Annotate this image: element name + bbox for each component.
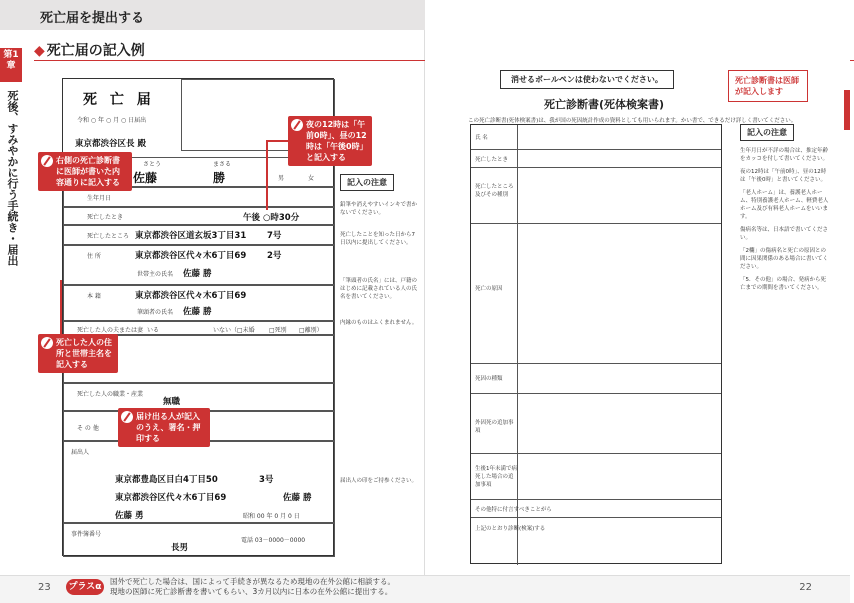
callout-right-side — [38, 152, 132, 191]
right-note-4: 「2欄」の傷病名と死亡の原因との間に因果関係のある場合に書いてください。 — [740, 248, 829, 270]
informant-head: 佐藤 勝 — [283, 493, 312, 503]
form-office: 東京都渋谷区長 殿 — [75, 139, 146, 149]
pen-icon — [41, 155, 53, 167]
ballpen-warning: 消せるボールペンは使わないでください。 — [500, 70, 674, 89]
right-notes — [740, 120, 830, 297]
name-first: 勝 — [213, 171, 226, 185]
case-no-label: 事件簿番号 — [71, 531, 102, 538]
cert-row — [471, 499, 721, 517]
cert-row-label: 外因死の追加事項 — [475, 420, 514, 434]
right-notes-head: 記入の注意 — [740, 124, 794, 141]
header-title: 死亡届を提出する — [40, 11, 145, 26]
chapter-side-title: 死後、すみやかに行う手続き・届出 — [6, 90, 19, 266]
callout-informant-text: 届け出る人が記入のうえ、署名・押印する — [136, 412, 201, 443]
spouse-opt-4: □離別） — [299, 327, 323, 334]
form-title: 死 亡 届 — [83, 92, 155, 108]
address-no: 2号 — [267, 251, 282, 261]
callout-right-side-text: 右側の死亡診断書に医師が書いた内容通りに記入する — [56, 156, 120, 187]
section-title — [34, 40, 145, 60]
cert-row-label: 死因の種類 — [475, 376, 503, 382]
birth-label: 生年月日 — [87, 195, 112, 202]
cert-row — [471, 149, 721, 167]
pen-icon — [291, 119, 303, 131]
cert-row — [471, 393, 721, 453]
side-tab — [844, 90, 850, 130]
death-label: 死亡したとき — [87, 214, 124, 221]
name-last: 佐藤 — [133, 171, 158, 185]
cert-row-label: 死亡したところ及びその種別 — [475, 184, 514, 198]
callout-householder-line — [60, 280, 62, 334]
left-note-2: 「筆頭者の氏名」には、戸籍のはじめに記載されている人の氏名を書いてください。 — [340, 278, 418, 300]
plus-alpha-badge: プラスα — [66, 579, 104, 595]
head-name: 佐藤 勝 — [183, 307, 212, 317]
death-certificate — [470, 124, 722, 564]
honseki: 東京都渋谷区代々木6丁目69 — [135, 291, 247, 301]
footer — [0, 575, 850, 603]
callout-time-line — [266, 140, 288, 142]
section-title-text: 死亡届の記入例 — [46, 43, 145, 59]
informant-honseki: 東京都渋谷区代々木6丁目69 — [115, 493, 227, 503]
cert-row — [471, 167, 721, 223]
occupation-label: 死亡した人の職業・産業 — [77, 391, 144, 398]
left-notes — [340, 170, 420, 485]
right-note-0: 生年月日が不詳の場合は、推定年齢をカッコを付して書いてください。 — [740, 148, 829, 162]
cert-row-label: 死亡の原因 — [475, 286, 503, 292]
spouse-opt-2: いない（□未婚 — [213, 327, 255, 334]
diamond-icon: ◆ — [34, 43, 45, 59]
cert-row-label: 上記のとおり診断(検案)する — [475, 526, 546, 532]
cert-row-label: その他特に付言すべきことがら — [475, 507, 552, 513]
honseki-label: 本 籍 — [87, 293, 101, 300]
cert-row — [471, 453, 721, 499]
furigana-last: さとう — [143, 161, 162, 168]
certificate-subtitle: この死亡診断書(死体検案書)は、我が国の死因統計作成の資料としても用いられます。かい書で、できるだけ詳しく書いてください。 — [468, 118, 797, 124]
pen-icon — [121, 411, 133, 423]
informant-address-no: 3号 — [259, 475, 274, 485]
death-place-no: 7号 — [267, 231, 282, 241]
cert-row-label: 氏 名 — [475, 135, 488, 141]
right-note-1: 夜の12時は「午前0時」、昼の12時は「午後0時」と書いてください。 — [740, 169, 827, 183]
informant-birth: 昭和 00 年 0 月 0 日 — [243, 513, 300, 520]
householder-label: 世帯主の氏名 — [137, 271, 174, 278]
left-note-4: 届出人の印をご持参ください。 — [340, 478, 418, 484]
footer-note — [110, 577, 395, 597]
death-place: 東京都渋谷区道玄坂3丁目31 — [135, 231, 247, 241]
callout-time-text: 夜の12時は「午前0時」、昼の12時は「午後0時」と記入する — [306, 120, 367, 162]
footer-line-2: 現地の医師に死亡診断書を書いてもらい、3カ月以内に日本の在外公館に提出する。 — [110, 587, 393, 596]
informant-label: 届出人 — [71, 449, 90, 456]
head-label: 筆頭者の氏名 — [137, 309, 174, 316]
furigana-first: まさる — [213, 161, 232, 168]
form-date-line: 令和 ○ 年 ○ 月 ○ 日届出 — [77, 117, 147, 124]
callout-householder-text: 死亡した人の住所と世帯主名を記入する — [56, 338, 112, 369]
callout-time-line-v — [266, 140, 268, 210]
left-note-1: 死亡したことを知った日から7日以内に提出してください。 — [340, 232, 416, 246]
spouse-opt-3: □死別 — [269, 327, 287, 334]
cert-row — [471, 363, 721, 393]
cert-row — [471, 517, 721, 565]
left-note-0: 鉛筆や消えやすいインキで書かないでください。 — [340, 202, 418, 216]
left-page — [0, 0, 425, 603]
left-note-3: 内縁のものはふくまれません。 — [340, 320, 418, 326]
footer-line-1: 国外で死亡した場合は、国によって手続きが異なるため現地の在外公館に相談する。 — [110, 577, 395, 586]
right-note-3: 傷病名等は、日本語で書いてください。 — [740, 227, 829, 241]
chapter-tab: 第1章 — [0, 48, 22, 82]
callout-householder — [38, 334, 118, 373]
right-note-2: 「老人ホーム」は、養護老人ホーム、特別養護老人ホーム、軽費老人ホーム及び有料老人ホームをいいます。 — [740, 190, 829, 220]
sex-female: 女 — [308, 175, 315, 182]
informant-sign: 佐藤 勇 — [115, 511, 144, 521]
page-number-left: 23 — [38, 582, 51, 593]
doctor-callout: 死亡診断書は医師が記入します — [728, 70, 808, 102]
cert-row-label: 生後1年未満で病死した場合の追加事項 — [475, 466, 517, 488]
address: 東京都渋谷区代々木6丁目69 — [135, 251, 247, 261]
place-label: 死亡したところ — [87, 233, 130, 240]
spouse-opt-0: いる — [147, 327, 160, 334]
sex-male: 男 — [278, 175, 285, 182]
cert-row — [471, 223, 721, 363]
phone: 電話 03－0000－0000 — [241, 537, 306, 544]
right-note-5: 「5．その他」の場合、発病から死亡までの期間を書いてください。 — [740, 277, 827, 291]
callout-time — [288, 116, 372, 166]
pen-icon — [41, 337, 53, 349]
death-time: 午後 ○時30分 — [243, 213, 300, 223]
occupation: 無職 — [163, 397, 181, 407]
householder: 佐藤 勝 — [183, 269, 212, 279]
page-number-right: 22 — [799, 582, 812, 593]
informant-relation: 長男 — [171, 543, 189, 553]
left-notes-head: 記入の注意 — [340, 174, 394, 191]
other-label: そ の 他 — [77, 425, 99, 432]
informant-address: 東京都豊島区目白4丁目50 — [115, 475, 218, 485]
spouse-label: 死亡した人の夫または妻 — [77, 327, 144, 334]
address-label: 住 所 — [87, 253, 101, 260]
cert-row-label: 死亡したとき — [475, 157, 509, 163]
callout-informant — [118, 408, 210, 447]
cert-row — [471, 125, 721, 149]
certificate-title: 死亡診断書(死体検案書) — [544, 98, 665, 111]
